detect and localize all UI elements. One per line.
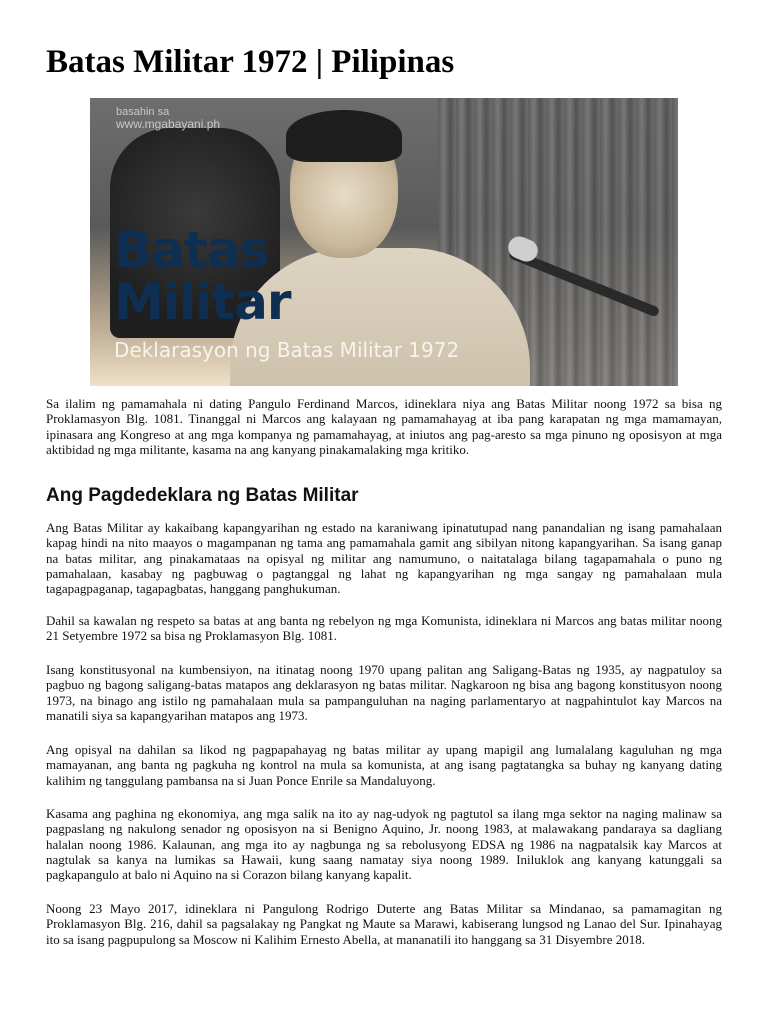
hero-heading-line2: Militar: [114, 273, 291, 331]
intro-paragraph: Sa ilalim ng pamamahala ni dating Pangulo Ferdinand Marcos, idineklara niya ang Batas Militar noong 1972 sa bisa ng Proklamasyon Blg. 1081. Tinanggal ni Marcos ang kalayaan ng pamamahayag at iba pang karapatan ng mga mamamayan, ipinasara ang Kongreso at ang mga kompanya ng pamamahayag, at iniutos ang pag-aresto sa mga pinuno ng oposisyon at mga aktibidad ng mga militante, kasama na ang kanyang pinakamalaking mga kritiko.: [46, 396, 722, 457]
hero-heading-line1: Batas: [114, 221, 269, 279]
page-title: Batas Militar 1972 | Pilipinas: [46, 44, 455, 80]
body-paragraph-4: Ang opisyal na dahilan sa likod ng pagpapahayag ng batas militar ay upang mapigil ang lumalalang kaguluhan ng mga mamayanan, ang banta ng pagkuha ng kontrol na mula sa komunista, at ang isang pagtatangka sa buhay ng kanyang dating kalihim ng tanggulang pambansa na si Juan Ponce Enrile sa Mandaluyong.: [46, 742, 722, 788]
body-paragraph-3: Isang konstitusyonal na kumbensiyon, na itinatag noong 1970 upang palitan ang Saligang-Batas ng 1935, ay nagpatuloy sa pagbuo ng bagong saligang-batas matapos ang deklarasyon ng batas militar. Nagkaroon ng bisa ang bagong konstitusyon noong 1973, na binago ang istilo ng pamahalaan mula sa pampanguluhan na naging parlamentaryo at nagpahintulot kay Marcos na manatili siya sa kapangyarihan matapos ang 1973.: [46, 662, 722, 723]
hero-person-hair: [286, 110, 402, 162]
body-paragraph-5: Kasama ang paghina ng ekonomiya, ang mga salik na ito ay nag-udyok ng pagtutol sa ilang mga sektor na naging malinaw sa pagpaslang ng nakulong senador ng oposisyon na si Benigno Aquino, Jr. noong 1983, at malawakang pandaraya sa dagliang halalan noong 1986. Kalaunan, ang mga ito ay nagbunga ng sa rebolusyong EDSA ng 1986 na nagpatalsik kay Marcos at nagtulak sa kanya na lumikas sa Hawaii, kung saang namatay siya noong 1989. Iniluklok ang kanyang katunggali sa pagkapangulo at balo ni Aquino na si Corazon bilang kanyang kapalit.: [46, 806, 722, 883]
body-paragraph-1: Ang Batas Militar ay kakaibang kapangyarihan ng estado na karaniwang ipinatutupad nang panandalian ng isang pamahalaan kapag hindi na nito maayos o magampanan ng tama ang pamamahala gamit ang sibilyan nitong kapangyarihan. Sa isang ganap na batas militar, ang pinakamataas na opisyal ng militar ang namumuno, o naitatalaga bilang tagapamahala o puno ng pamahalaan, kasabay ng pagbuwag o pagtanggal ng lahat ng kapangyarihan ng mga sangay ng pamahalaan mula tagapagpaganap, tagapagbatas, hanggang panghukuman.: [46, 520, 722, 597]
body-paragraph-2: Dahil sa kawalan ng respeto sa batas at ang banta ng rebelyon ng mga Komunista, idineklara ni Marcos ang batas militar noong 21 Setyembre 1972 sa bisa ng Proklamasyon Blg. 1081.: [46, 613, 722, 644]
body-paragraph-6: Noong 23 Mayo 2017, idineklara ni Pangulong Rodrigo Duterte ang Batas Militar sa Mindanao, sa pamamagitan ng Proklamasyon Blg. 216, dahil sa pagsalakay ng Pangkat ng Maute sa Marawi, kabiserang lungsod ng Lanao del Sur. Ipinahayag ito sa isang pagpupulong sa Moscow ni Kalihim Ernesto Abella, at mananatili ito hanggang sa 31 Disyembre 2018.: [46, 901, 722, 947]
hero-watermark-line1: basahin sa: [116, 106, 170, 118]
section-heading: Ang Pagdedeklara ng Batas Militar: [46, 485, 359, 506]
hero-caption: Deklarasyon ng Batas Militar 1972: [114, 338, 460, 362]
hero-watermark-line2: www.mgabayani.ph: [116, 117, 221, 131]
hero-image: [90, 98, 678, 386]
